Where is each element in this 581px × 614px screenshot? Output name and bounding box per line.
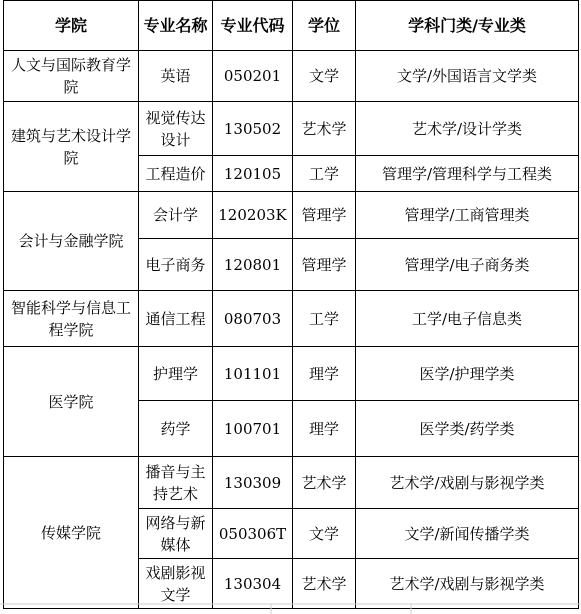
header-major: 专业名称 <box>139 1 213 51</box>
category-cell: 医学/护理学类 <box>356 347 579 401</box>
header-row <box>4 1 579 51</box>
college-cell: 传媒学院 <box>4 457 139 609</box>
header-category: 学科门类/专业类 <box>356 1 579 51</box>
code-cell: 050306T <box>213 509 293 559</box>
degree-cell: 文学 <box>293 51 356 102</box>
college-cell: 智能科学与信息工程学院 <box>4 291 139 347</box>
degree-cell: 工学 <box>293 291 356 347</box>
major-cell: 药学 <box>139 401 213 457</box>
degree-cell: 艺术学 <box>293 102 356 156</box>
category-cell: 管理学/电子商务类 <box>356 239 579 291</box>
category-cell: 管理学/工商管理类 <box>356 192 579 239</box>
majors-table <box>3 0 579 609</box>
category-cell: 工学/电子信息类 <box>356 291 579 347</box>
degree-cell: 管理学 <box>293 192 356 239</box>
degree-cell: 艺术学 <box>293 457 356 509</box>
degree-cell: 理学 <box>293 401 356 457</box>
major-cell: 电子商务 <box>139 239 213 291</box>
degree-cell: 管理学 <box>293 239 356 291</box>
category-cell: 医学类/药学类 <box>356 401 579 457</box>
code-cell: 100701 <box>213 401 293 457</box>
college-cell: 会计与金融学院 <box>4 192 139 291</box>
code-cell: 120203K <box>213 192 293 239</box>
major-cell: 会计学 <box>139 192 213 239</box>
college-cell: 人文与国际教育学院 <box>4 51 139 102</box>
code-cell: 130304 <box>213 559 293 609</box>
major-cell: 英语 <box>139 51 213 102</box>
major-cell: 通信工程 <box>139 291 213 347</box>
category-cell: 艺术学/设计学类 <box>356 102 579 156</box>
degree-cell: 文学 <box>293 509 356 559</box>
code-cell: 130309 <box>213 457 293 509</box>
category-cell: 文学/外国语言文学类 <box>356 51 579 102</box>
code-cell: 080703 <box>213 291 293 347</box>
table-row <box>4 457 579 509</box>
code-cell: 050201 <box>213 51 293 102</box>
category-cell: 艺术学/戏剧与影视学类 <box>356 559 579 609</box>
table-row <box>4 347 579 401</box>
college-cell: 医学院 <box>4 347 139 457</box>
table-row <box>4 102 579 156</box>
category-cell: 管理学/管理科学与工程类 <box>356 156 579 192</box>
code-cell: 130502 <box>213 102 293 156</box>
category-cell: 艺术学/戏剧与影视学类 <box>356 457 579 509</box>
code-cell: 120105 <box>213 156 293 192</box>
major-cell: 视觉传达设计 <box>139 102 213 156</box>
degree-cell: 工学 <box>293 156 356 192</box>
table-row <box>4 192 579 239</box>
degree-cell: 理学 <box>293 347 356 401</box>
major-cell: 播音与主持艺术 <box>139 457 213 509</box>
header-degree: 学位 <box>293 1 356 51</box>
header-college: 学院 <box>4 1 139 51</box>
degree-cell: 艺术学 <box>293 559 356 609</box>
major-cell: 工程造价 <box>139 156 213 192</box>
college-cell: 建筑与艺术设计学院 <box>4 102 139 192</box>
code-cell: 101101 <box>213 347 293 401</box>
table-row <box>4 291 579 347</box>
category-cell: 文学/新闻传播学类 <box>356 509 579 559</box>
major-cell: 戏剧影视文学 <box>139 559 213 609</box>
table-row <box>4 51 579 102</box>
code-cell: 120801 <box>213 239 293 291</box>
header-code: 专业代码 <box>213 1 293 51</box>
major-cell: 网络与新媒体 <box>139 509 213 559</box>
major-cell: 护理学 <box>139 347 213 401</box>
